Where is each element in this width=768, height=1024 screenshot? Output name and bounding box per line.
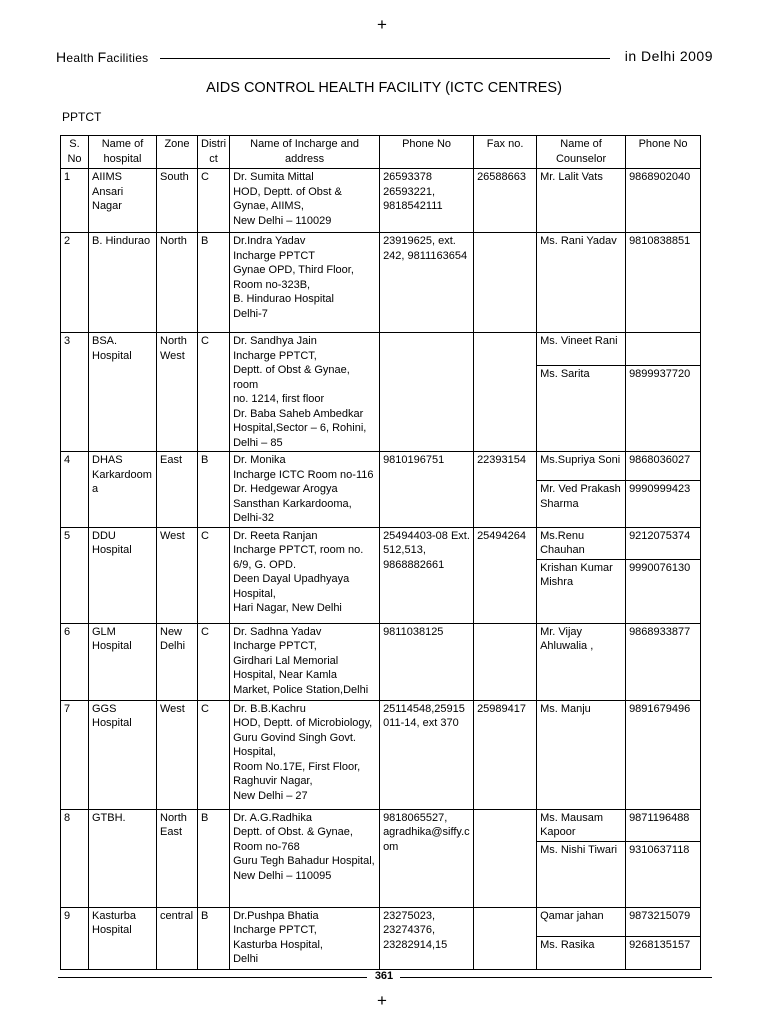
cell-counselor-phone: 9810838851 <box>626 233 701 333</box>
address-line: Raghuvir Nagar, <box>233 775 313 787</box>
col-header-hospital: Name of hospital <box>89 136 157 169</box>
cell-counselor: Ms. Sarita <box>537 366 626 452</box>
cell-zone: East <box>157 452 198 528</box>
cell-counselor-phone: 9990999423 <box>626 481 701 527</box>
cell-sno: 2 <box>61 233 89 333</box>
address-line: Deptt. of Obst. & Gynae, <box>233 826 353 838</box>
cell-fax: 26588663 <box>474 169 537 233</box>
cell-fax <box>474 809 537 907</box>
cell-zone: North <box>157 233 198 333</box>
address-line: New Delhi – 110095 <box>233 869 332 882</box>
table-row <box>61 452 701 481</box>
cell-counselor-phone: 9868933877 <box>626 623 701 700</box>
page-number: 361 <box>374 970 394 982</box>
cell-district: C <box>198 333 230 452</box>
footer-rule-right <box>400 977 712 978</box>
address-line: Incharge ICTC Room no-116 <box>233 468 374 481</box>
col-header-district: Distri ct <box>198 136 230 169</box>
cell-fax <box>474 623 537 700</box>
incharge-name: Dr. Monika <box>233 454 286 466</box>
cell-counselor: Ms. Nishi Tiwari <box>537 841 626 907</box>
cell-counselor-phone: 9310637118 <box>626 841 701 907</box>
cell-fax: 25494264 <box>474 527 537 623</box>
address-line: Room no-768 <box>233 840 300 853</box>
crop-mark-top: + <box>377 15 387 34</box>
cell-phone: 25494403-08 Ext. 512,513, 9868882661 <box>380 527 474 623</box>
cell-zone: North West <box>157 333 198 452</box>
cell-counselor-phone: 9868902040 <box>626 169 701 233</box>
address-line: Delhi <box>233 953 259 965</box>
header-rule <box>160 58 610 59</box>
cell-district: C <box>198 527 230 623</box>
cell-phone <box>380 333 474 452</box>
address-line: Hospital, Near Kamla <box>233 669 337 681</box>
address-line: Incharge PPTCT, <box>233 924 317 936</box>
incharge-name: Dr. Sadhna Yadav <box>233 625 322 638</box>
cell-hospital: GLM Hospital <box>89 623 157 700</box>
cell-counselor: Ms. Mausam Kapoor <box>537 809 626 841</box>
table-row <box>61 700 701 809</box>
cell-district: B <box>198 809 230 907</box>
running-header-right: in Delhi 2009 <box>624 48 713 64</box>
address-line: Incharge PPTCT <box>233 249 315 262</box>
cell-fax: 22393154 <box>474 452 537 528</box>
address-line: Market, Police Station,Delhi <box>233 683 369 696</box>
address-line: Kasturba Hospital, <box>233 938 323 951</box>
address-line: 6/9, G. OPD. <box>233 558 297 571</box>
cell-district: C <box>198 623 230 700</box>
table-body <box>61 169 701 970</box>
cell-phone: 25114548,25915 011-14, ext 370 <box>380 700 474 809</box>
address-line: HOD, Deptt. of Obst & <box>233 185 342 198</box>
address-line: Guru Govind Singh Govt. <box>233 731 356 744</box>
cell-incharge-address <box>230 623 380 700</box>
cell-sno: 6 <box>61 623 89 700</box>
cell-incharge-address <box>230 907 380 969</box>
cell-counselor-phone: 9899937720 <box>626 366 701 452</box>
table-row <box>61 623 701 700</box>
address-line: no. 1214, first floor <box>233 393 325 405</box>
cell-hospital: DDU Hospital <box>89 527 157 623</box>
cell-incharge-address <box>230 452 380 528</box>
cell-sno: 7 <box>61 700 89 809</box>
cell-counselor: Krishan Kumar Mishra <box>537 559 626 623</box>
cell-incharge-address <box>230 700 380 809</box>
cell-counselor: Ms. Rani Yadav <box>537 233 626 333</box>
address-line: Hospital, <box>233 746 276 758</box>
cell-sno: 3 <box>61 333 89 452</box>
section-label: PPTCT <box>62 110 102 124</box>
table-row <box>61 169 701 233</box>
cell-counselor-phone: 9891679496 <box>626 700 701 809</box>
cell-district: B <box>198 233 230 333</box>
cell-district: C <box>198 169 230 233</box>
col-header-fax: Fax no. <box>474 136 537 169</box>
cell-incharge-address <box>230 527 380 623</box>
page-title: AIDS CONTROL HEALTH FACILITY (ICTC CENTRES) <box>206 80 562 96</box>
address-line: Sansthan Karkardooma, <box>233 497 352 510</box>
address-line: Incharge PPTCT, room no. <box>233 544 364 556</box>
table-header-row <box>61 136 701 169</box>
address-line: Hospital,Sector – 6, Rohini, <box>233 422 367 434</box>
cell-zone: central <box>157 907 198 969</box>
table-row <box>61 233 701 333</box>
cell-phone: 9810196751 <box>380 452 474 528</box>
cell-phone: 9818065527, agradhika@siffy.c om <box>380 809 474 907</box>
cell-fax <box>474 333 537 452</box>
cell-incharge-address <box>230 169 380 233</box>
cell-counselor: Ms. Manju <box>537 700 626 809</box>
cell-sno: 5 <box>61 527 89 623</box>
cell-zone: North East <box>157 809 198 907</box>
cell-fax <box>474 233 537 333</box>
cell-phone: 9811038125 <box>380 623 474 700</box>
cell-sno: 8 <box>61 809 89 907</box>
cell-phone: 26593378 26593221, 9818542111 <box>380 169 474 233</box>
address-line: Guru Tegh Bahadur Hospital, <box>233 855 375 867</box>
cell-zone: South <box>157 169 198 233</box>
cell-hospital: BSA. Hospital <box>89 333 157 452</box>
col-header-zone: Zone <box>157 136 198 169</box>
incharge-name: Dr. B.B.Kachru <box>233 702 306 715</box>
cell-incharge-address <box>230 233 380 333</box>
col-header-phone: Phone No <box>380 136 474 169</box>
address-line: B. Hindurao Hospital <box>233 293 334 305</box>
incharge-name: Dr.Pushpa Bhatia <box>233 909 319 922</box>
footer-rule-left <box>58 977 367 978</box>
cell-district: C <box>198 700 230 809</box>
incharge-name: Dr. Reeta Ranjan <box>233 529 318 542</box>
incharge-name: Dr. Sumita Mittal <box>233 171 314 183</box>
cell-counselor: Ms. Rasika <box>537 936 626 969</box>
cell-counselor-phone: 9871196488 <box>626 809 701 841</box>
incharge-name: Dr. Sandhya Jain <box>233 335 317 347</box>
cell-counselor-phone: 9990076130 <box>626 559 701 623</box>
address-line: New Delhi – 27 <box>233 789 308 802</box>
address-line: Deen Dayal Upadhyaya <box>233 573 350 585</box>
address-line: New Delhi – 110029 <box>233 214 332 227</box>
address-line: Gynae, AIIMS, <box>233 200 304 212</box>
running-header-left: Health Facilities <box>56 49 149 65</box>
facility-table <box>60 135 701 970</box>
cell-counselor-phone <box>626 333 701 366</box>
address-line: Room no-323B, <box>233 278 311 291</box>
address-line: Room No.17E, First Floor, <box>233 760 361 773</box>
cell-zone: West <box>157 700 198 809</box>
table-row <box>61 809 701 841</box>
cell-counselor: Mr. Vijay Ahluwalia , <box>537 623 626 700</box>
address-line: Hari Nagar, New Delhi <box>233 602 342 614</box>
cell-zone: New Delhi <box>157 623 198 700</box>
address-line: Dr. Baba Saheb Ambedkar <box>233 407 364 420</box>
address-line: Deptt. of Obst & Gynae, room <box>233 364 350 391</box>
address-line: HOD, Deptt. of Microbiology, <box>233 717 373 729</box>
incharge-name: Dr. A.G.Radhika <box>233 811 312 824</box>
address-line: Girdhari Lal Memorial <box>233 654 339 667</box>
cell-hospital: GTBH. <box>89 809 157 907</box>
col-header-counselor: Name of Counselor <box>537 136 626 169</box>
cell-counselor: Ms.Renu Chauhan <box>537 527 626 559</box>
cell-hospital: B. Hindurao <box>89 233 157 333</box>
cell-incharge-address <box>230 333 380 452</box>
col-header-incharge: Name of Incharge and address <box>230 136 380 169</box>
cell-hospital: Kasturba Hospital <box>89 907 157 969</box>
cell-counselor-phone: 9868036027 <box>626 452 701 481</box>
crop-mark-bottom: + <box>377 991 387 1010</box>
cell-sno: 1 <box>61 169 89 233</box>
cell-sno: 9 <box>61 907 89 969</box>
cell-counselor: Qamar jahan <box>537 907 626 936</box>
cell-hospital: AIIMS Ansari Nagar <box>89 169 157 233</box>
cell-counselor: Mr. Ved Prakash Sharma <box>537 481 626 527</box>
table-row <box>61 527 701 559</box>
address-line: Incharge PPTCT, <box>233 640 317 652</box>
cell-counselor: Ms.Supriya Soni <box>537 452 626 481</box>
cell-hospital: GGS Hospital <box>89 700 157 809</box>
cell-counselor: Mr. Lalit Vats <box>537 169 626 233</box>
cell-counselor: Ms. Vineet Rani <box>537 333 626 366</box>
cell-phone: 23919625, ext. 242, 9811163654 <box>380 233 474 333</box>
cell-incharge-address <box>230 809 380 907</box>
address-line: Gynae OPD, Third Floor, <box>233 264 354 276</box>
address-line: Delhi – 85 <box>233 436 283 449</box>
address-line: Incharge PPTCT, <box>233 349 317 362</box>
cell-counselor-phone: 9873215079 <box>626 907 701 936</box>
address-line: Delhi-32 <box>233 512 275 524</box>
cell-zone: West <box>157 527 198 623</box>
address-line: Hospital, <box>233 587 276 600</box>
cell-counselor-phone: 9212075374 <box>626 527 701 559</box>
cell-phone: 23275023, 23274376, 23282914,15 <box>380 907 474 969</box>
cell-hospital: DHAS Karkardoom a <box>89 452 157 528</box>
col-header-sno: S. No <box>61 136 89 169</box>
cell-counselor-phone: 9268135157 <box>626 936 701 969</box>
cell-sno: 4 <box>61 452 89 528</box>
address-line: Delhi-7 <box>233 307 268 320</box>
cell-fax: 25989417 <box>474 700 537 809</box>
table-row <box>61 907 701 936</box>
table-row <box>61 333 701 366</box>
cell-fax <box>474 907 537 969</box>
address-line: Dr. Hedgewar Arogya <box>233 483 338 495</box>
incharge-name: Dr.Indra Yadav <box>233 235 306 247</box>
col-header-counselor-phone: Phone No <box>626 136 701 169</box>
cell-district: B <box>198 452 230 528</box>
cell-district: B <box>198 907 230 969</box>
